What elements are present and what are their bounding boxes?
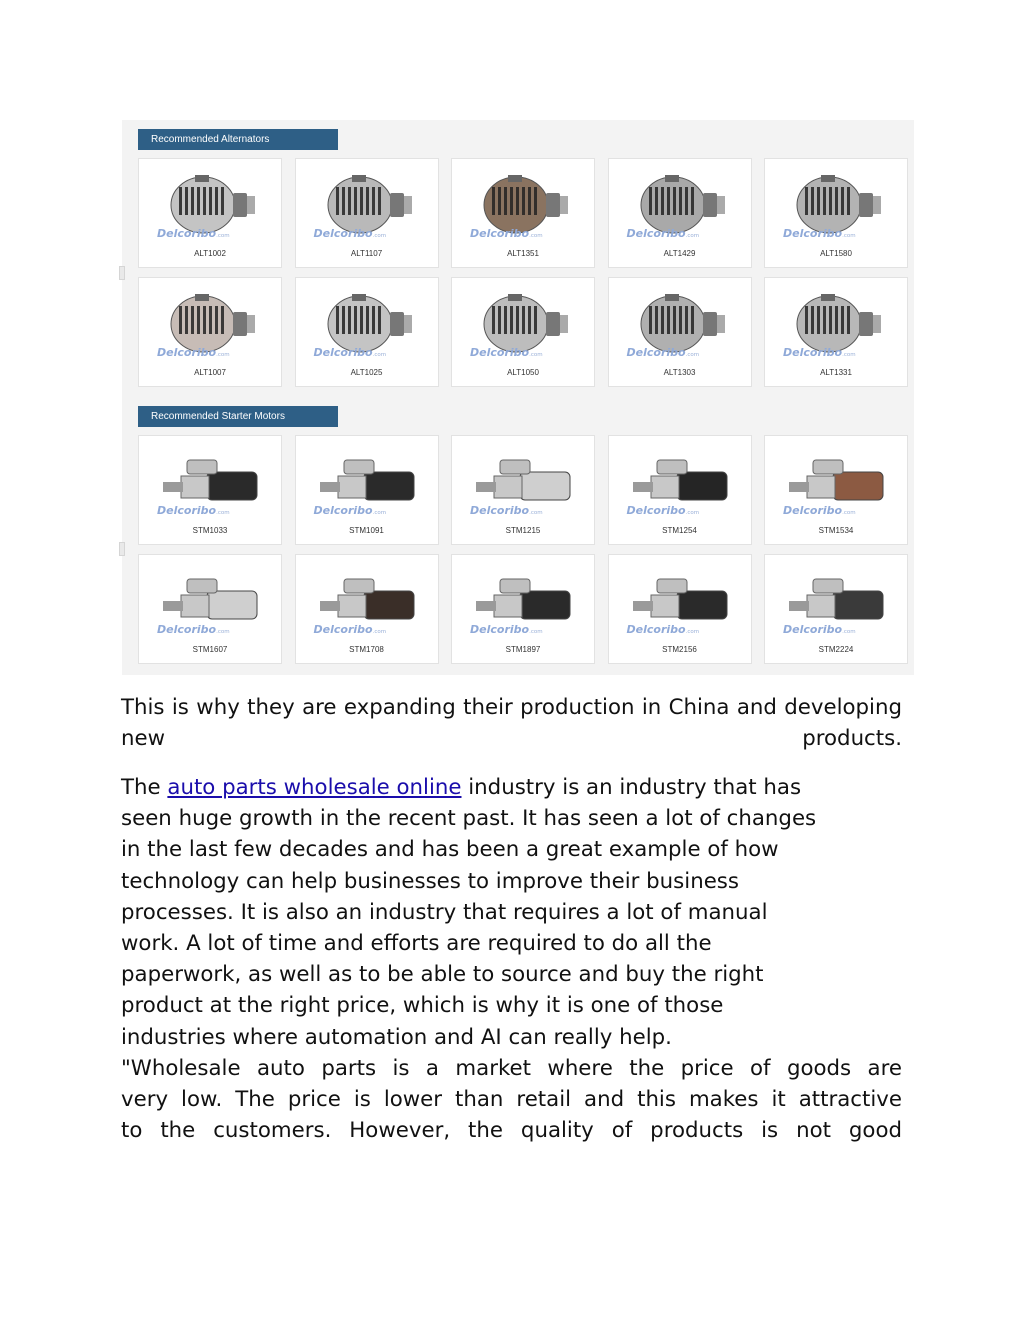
product-card[interactable]	[608, 435, 752, 545]
product-code: STM2224	[818, 645, 854, 654]
watermark: Delcoribo.com	[157, 504, 230, 517]
product-card[interactable]	[451, 277, 595, 387]
product-card[interactable]	[451, 554, 595, 664]
product-code: STM1254	[662, 526, 697, 535]
product-card[interactable]	[295, 158, 439, 268]
product-card[interactable]	[608, 158, 752, 268]
product-card[interactable]	[295, 554, 439, 664]
product-card[interactable]	[764, 277, 908, 387]
watermark: Delcoribo.com	[157, 227, 230, 240]
text-segment: industry is an industry that has	[461, 775, 802, 800]
product-code: STM1897	[505, 645, 541, 654]
text-line	[121, 772, 902, 803]
product-card[interactable]	[764, 554, 908, 664]
text-line: work. A lot of time and efforts are required to do all the	[121, 931, 712, 957]
scroll-edge-marker	[119, 266, 125, 280]
watermark: Delcoribo.com	[783, 227, 856, 240]
product-code: ALT1580	[820, 249, 852, 258]
product-code: ALT1107	[350, 249, 383, 258]
watermark: Delcoribo.com	[470, 346, 543, 359]
watermark: Delcoribo.com	[626, 227, 700, 240]
product-code: ALT1050	[507, 368, 539, 377]
watermark: Delcoribo.com	[626, 623, 700, 636]
product-code: ALT1002	[194, 249, 226, 258]
product-card[interactable]	[608, 554, 752, 664]
product-code: STM1607	[192, 645, 228, 654]
paragraph-industry	[121, 772, 902, 1053]
product-code: ALT1331	[820, 368, 852, 377]
auto-parts-wholesale-link[interactable]: auto parts wholesale online	[167, 775, 462, 800]
product-code: ALT1351	[507, 249, 539, 258]
paragraph-wholesale-quote	[121, 1053, 902, 1147]
product-code: STM1215	[505, 526, 541, 535]
text-line: technology can help businesses to improve their business	[121, 868, 739, 894]
watermark: Delcoribo.com	[783, 623, 856, 636]
watermark: Delcoribo.com	[157, 346, 230, 359]
product-card[interactable]	[608, 277, 752, 387]
text-line: processes. It is also an industry that requires a lot of manual	[121, 899, 768, 925]
product-card[interactable]	[451, 158, 595, 268]
watermark: Delcoribo.com	[626, 504, 700, 517]
watermark: Delcoribo.com	[783, 504, 856, 517]
product-code: STM1534	[818, 526, 854, 535]
product-code: ALT1025	[350, 368, 383, 377]
product-card[interactable]	[138, 158, 282, 268]
watermark: Delcoribo.com	[313, 346, 387, 359]
product-card[interactable]	[138, 554, 282, 664]
product-card[interactable]	[764, 158, 908, 268]
product-code: STM1091	[349, 526, 384, 535]
watermark: Delcoribo.com	[313, 227, 387, 240]
product-code: ALT1429	[663, 249, 696, 258]
watermark: Delcoribo.com	[157, 623, 230, 636]
alternators-section-title: Recommended Alternators	[138, 129, 338, 150]
text-line: industries where automation and AI can really help.	[121, 1024, 672, 1050]
text-line: very low. The price is lower than retail and this makes it attractive	[121, 1087, 902, 1113]
product-card[interactable]	[138, 435, 282, 545]
text-line: product at the right price, which is why it is one of those	[121, 993, 724, 1019]
text-line: "Wholesale auto parts is a market where the price of goods are	[121, 1056, 902, 1081]
starters-section-title: Recommended Starter Motors	[138, 406, 338, 427]
watermark: Delcoribo.com	[313, 504, 387, 517]
product-code: STM1708	[349, 645, 384, 654]
text-segment: The	[121, 775, 168, 800]
product-code: ALT1303	[663, 368, 696, 377]
watermark: Delcoribo.com	[470, 623, 543, 636]
watermark: Delcoribo.com	[783, 346, 856, 359]
product-card[interactable]	[138, 277, 282, 387]
watermark: Delcoribo.com	[470, 227, 543, 240]
product-card[interactable]	[451, 435, 595, 545]
product-code: STM1033	[192, 526, 228, 535]
scroll-edge-marker	[119, 542, 125, 556]
product-catalog-image	[122, 120, 914, 675]
watermark: Delcoribo.com	[313, 623, 387, 636]
product-code: ALT1007	[194, 368, 226, 377]
product-card[interactable]	[295, 277, 439, 387]
starters-grid	[138, 435, 908, 664]
product-card[interactable]	[764, 435, 908, 545]
paragraph-intro-text: This is why they are expanding their production in China and developing new products.	[121, 695, 902, 752]
alternators-grid	[138, 158, 908, 387]
product-card[interactable]	[295, 435, 439, 545]
text-line: seen huge growth in the recent past. It has seen a lot of changes	[121, 806, 817, 832]
paragraph-intro	[121, 692, 902, 754]
product-code: STM2156	[662, 645, 697, 654]
text-line: in the last few decades and has been a great example of how	[121, 837, 779, 863]
text-line: to the customers. However, the quality of products is not good	[121, 1118, 902, 1144]
text-line: paperwork, as well as to be able to source and buy the right	[121, 962, 764, 988]
watermark: Delcoribo.com	[470, 504, 543, 517]
watermark: Delcoribo.com	[626, 346, 700, 359]
